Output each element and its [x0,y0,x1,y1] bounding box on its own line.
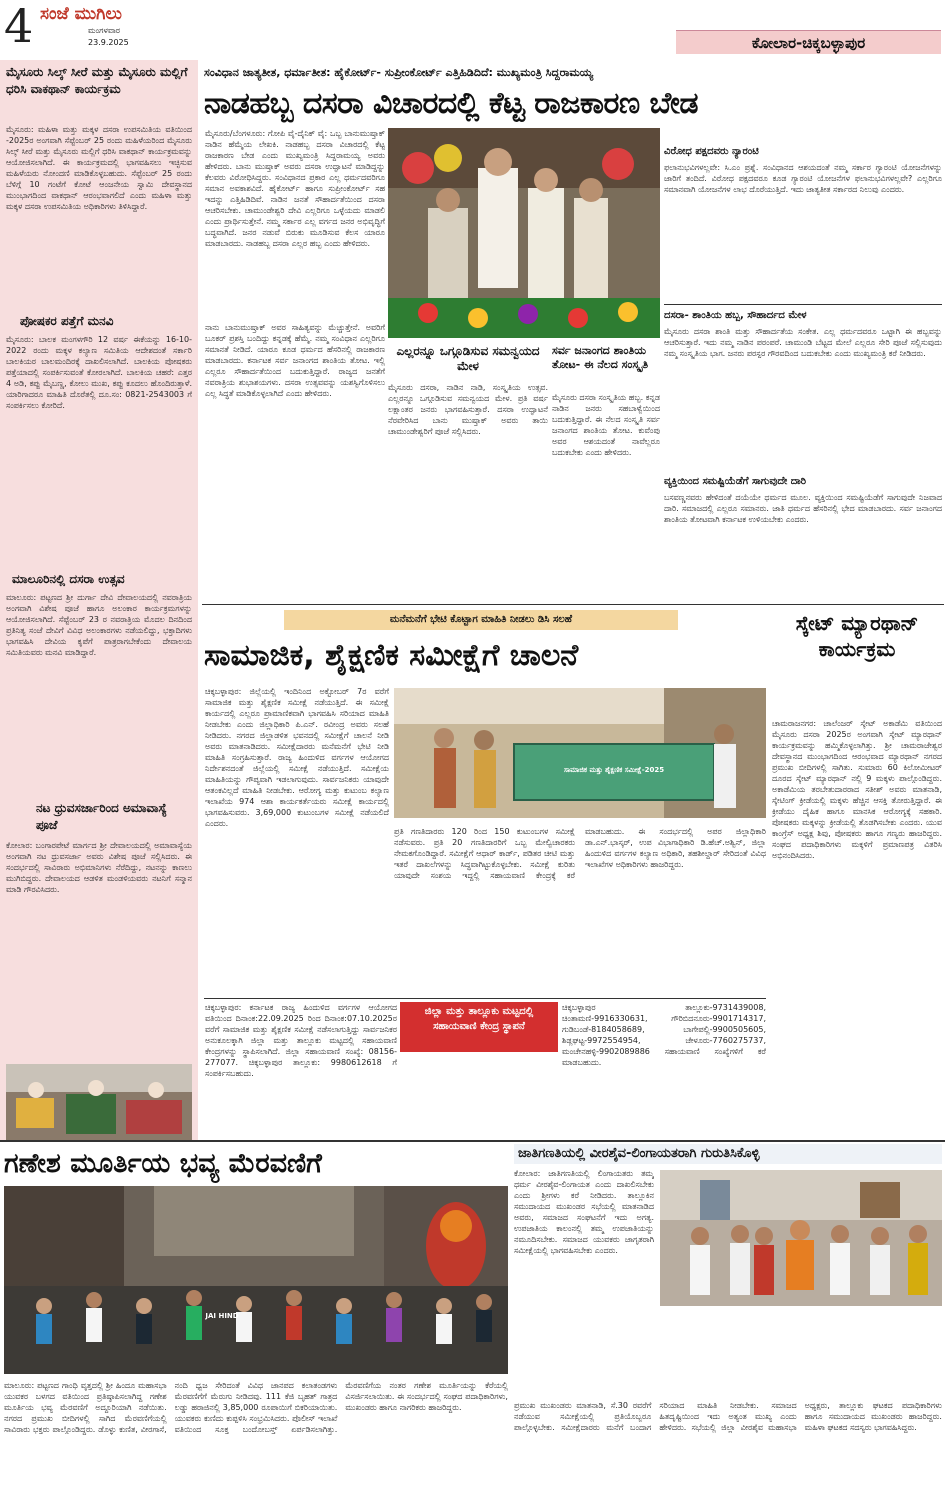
skate-text: ಚಾಮರಾಜನಗರ: ಚಾಲೆಂಜರ್ ಸ್ಕೇಟ್ ಅಕಾಡೆಮಿ ವತಿಯಿಂದ ಮೈಸೂರು ದಸರಾ 2025ರ ಅಂಗವಾಗಿ ಸ್ಕೇಟ್ ಮ್ಯಾರಥಾನ್ ಕಾರ್ಯಕ್ರಮವನ್ನು ಹಮ್ಮಿಕೊಳ್ಳಲಾಗಿತ್ತು. ಶ್ರೀ ಚಾಮರಾಜೇಶ್ವರ ದೇವಸ್ಥಾನದ ಮುಂಭಾಗದಿಂದ ಆರಂಭವಾದ ಮ್ಯಾರಥಾನ್ ನಗರದ ಪ್ರಮುಖ ಬೀದಿಗಳಲ್ಲಿ ಸಾಗಿತು. ಸುಮಾರು 60 ಕಿಲೋಮೀಟರ್ ದೂರದ ಸ್ಕೇಟ್ ಮ್ಯಾರಥಾನ್ ನಲ್ಲಿ 9 ಮಕ್ಕಳು ಪಾಲ್ಗೊಂಡಿದ್ದರು. ಅಕಾಡೆಮಿಯ ತರಬೇತುದಾರರಾದ ಸತೀಶ್ ಅವರು ಮಾತನಾಡಿ, ಸ್ಕೇಟಿಂಗ್ ಕ್ರೀಡೆಯಲ್ಲಿ ಮಕ್ಕಳು ಹೆಚ್ಚಿನ ಆಸಕ್ತಿ ತೋರುತ್ತಿದ್ದಾರೆ. ಈ ಕ್ರೀಡೆಯು ದೈಹಿಕ ಹಾಗೂ ಮಾನಸಿಕ ಆರೋಗ್ಯಕ್ಕೆ ಸಹಕಾರಿ. ಪೋಷಕರು ಮಕ್ಕಳನ್ನು ಕ್ರೀಡೆಯಲ್ಲಿ ತೊಡಗಿಸಬೇಕು ಎಂದರು. ಯುವ ಕಾಂಗ್ರೆಸ್ ಅಧ್ಯಕ್ಷ ಶಿವು, ಪೋಷಕರು ಹಾಗೂ ಗಣ್ಯರು ಹಾಜರಿದ್ದರು. ಸಂಘದ ಪದಾಧಿಕಾರಿಗಳು ಮಕ್ಕಳಿಗೆ ಪ್ರಮಾಣಪತ್ರ ವಿತರಿಸಿ ಅಭಿನಂದಿಸಿದರು. [772,719,942,860]
veerashaiva-text-col: ಕೋಲಾರ: ಜಾತಿಗಣತಿಯಲ್ಲಿ ಲಿಂಗಾಯತರು ತಮ್ಮ ಧರ್ಮ ವೀರಶೈವ-ಲಿಂಗಾಯತ ಎಂದು ದಾಖಲಿಸಬೇಕು ಎಂದು ಶ್ರೀಗಳು ಕರೆ ನೀಡಿದರು. ತಾಲ್ಲೂಕಿನ ಸಮುದಾಯದ ಮುಖಂಡರ ಸಭೆಯಲ್ಲಿ ಮಾತನಾಡಿದ ಅವರು, ಸಮಾಜದ ಸಂಘಟನೆಗೆ ಇದು ಅಗತ್ಯ. ಉಪಜಾತಿಯ ಕಾಲಂನಲ್ಲಿ ತಮ್ಮ ಉಪಜಾತಿಯನ್ನು ನಮೂದಿಸಬೇಕು. ಸಮಾಜದ ಯುವಕರು ಜಾಗೃತರಾಗಿ ಸಮೀಕ್ಷೆಯಲ್ಲಿ ಭಾಗವಹಿಸಬೇಕು ಎಂದರು. [514,1169,654,1255]
shanti-title: ದಸರಾ- ಶಾಂತಿಯ ಹಬ್ಬ, ಸೌಹಾರ್ದದ ಮೇಳ [664,310,807,321]
helpline-title: ಜಿಲ್ಲಾ ಮತ್ತು ತಾಲ್ಲೂಕು ಮಟ್ಟದಲ್ಲಿ ಸಹಾಯವಾಣಿ ಕೇಂದ್ರ ಸ್ಥಾಪನೆ [424,1006,534,1032]
ganesha-text: ಮಾಲೂರು: ಪಟ್ಟಣದ ಗಾಂಧಿ ವೃತ್ತದಲ್ಲಿ ಶ್ರೀ ಹಿಂದೂ ಮಹಾಸಭಾ ಯುವಕರ ಬಳಗದ ವತಿಯಿಂದ ಪ್ರತಿಷ್ಠಾಪಿಸಲಾಗಿದ್ದ ಗಣೇಶ ಮೂರ್ತಿಯ ಭವ್ಯ ಮೆರವಣಿಗೆ ಅದ್ದೂರಿಯಾಗಿ ನಡೆಯಿತು. ನಗರದ ಪ್ರಮುಖ ಬೀದಿಗಳಲ್ಲಿ ಸಾಗಿದ ಮೆರವಣಿಗೆಯಲ್ಲಿ ಸಾವಿರಾರು ಭಕ್ತರು ಪಾಲ್ಗೊಂಡಿದ್ದರು. ಡೊಳ್ಳು ಕುಣಿತ, ವೀರಗಾಸೆ, ನಂದಿ ಧ್ವಜ ಸೇರಿದಂತೆ ವಿವಿಧ ಜಾನಪದ ಕಲಾತಂಡಗಳು ಮೆರವಣಿಗೆಗೆ ಮೆರುಗು ನೀಡಿದವು. 111 ಕೆಜಿ ಬೃಹತ್ ಗಾತ್ರದ ಲಡ್ಡು ಹರಾಜಿನಲ್ಲಿ 3,85,000 ರೂಪಾಯಿಗೆ ಬಿಕರಿಯಾಯಿತು. ಯುವಕರು ಕುಣಿದು ಕುಪ್ಪಳಿಸಿ ಸಂಭ್ರಮಿಸಿದರು. ಪೊಲೀಸ್ ಇಲಾಖೆ ವತಿಯಿಂದ ಸೂಕ್ತ ಬಂದೋಬಸ್ತ್ ಏರ್ಪಡಿಸಲಾಗಿತ್ತು. ಮೆರವಣಿಗೆಯ ನಂತರ ಗಣೇಶ ಮೂರ್ತಿಯನ್ನು ಕೆರೆಯಲ್ಲಿ ವಿಸರ್ಜಿಸಲಾಯಿತು. ಈ ಸಂದರ್ಭದಲ್ಲಿ ಸಂಘದ ಪದಾಧಿಕಾರಿಗಳು, ಮುಖಂಡರು ಹಾಗೂ ನಾಗರಿಕರು ಹಾಜರಿದ್ದರು. [4,1381,508,1434]
survey-text-right: ಪ್ರತಿ ಗಣತಿದಾರರು 120 ರಿಂದ 150 ಕುಟುಂಬಗಳ ಸಮೀಕ್ಷೆ ನಡೆಸುವರು. ಪ್ರತಿ 20 ಗಣತಿದಾರರಿಗೆ ಒಬ್ಬ ಮೇಲ್ವಿಚಾರಕರು ನೇಮಕಗೊಂಡಿದ್ದಾರೆ. ಸಮೀಕ್ಷೆಗೆ ಆಧಾರ್ ಕಾರ್ಡ್, ಪಡಿತರ ಚೀಟಿ ಮತ್ತು ಇತರೆ ದಾಖಲೆಗಳನ್ನು ಸಿದ್ಧವಾಗಿಟ್ಟುಕೊಳ್ಳಬೇಕು. ಸಮೀಕ್ಷೆ ಕುರಿತು ಯಾವುದೇ ಸಂಶಯ ಇದ್ದಲ್ಲಿ ಸಹಾಯವಾಣಿ ಕೇಂದ್ರಕ್ಕೆ ಕರೆ ಮಾಡಬಹುದು. ಈ ಸಂದರ್ಭದಲ್ಲಿ ಅಪರ ಜಿಲ್ಲಾಧಿಕಾರಿ ಡಾ.ಎನ್.ಭಾಸ್ಕರ್, ಉಪ ವಿಭಾಗಾಧಿಕಾರಿ ಡಿ.ಹೆಚ್.ಅಶ್ವಿನ್, ಜಿಲ್ಲಾ ಹಿಂದುಳಿದ ವರ್ಗಗಳ ಕಲ್ಯಾಣ ಅಧಿಕಾರಿ, ತಹಶೀಲ್ದಾರ್ ಸೇರಿದಂತೆ ವಿವಿಧ ಇಲಾಖೆಗಳ ಅಧಿಕಾರಿಗಳು ಹಾಜರಿದ್ದರು. [394,827,766,880]
lead-text-col2: ನಾನು ಬಾನುಮುಷ್ತಾಕ್ ಅವರ ಸಾಹಿತ್ಯವನ್ನು ಮೆಚ್ಚುತ್ತೇನೆ. ಅವರಿಗೆ ಬೂಕರ್ ಪ್ರಶಸ್ತಿ ಬಂದಿದ್ದು ಕನ್ನಡಕ್ಕೆ ಹೆಮ್ಮೆ. ನಮ್ಮ ಸಂವಿಧಾನ ಎಲ್ಲರಿಗೂ ಸಮಾನತೆ ನೀಡಿದೆ. ಯಾರೂ ಕೂಡ ಧರ್ಮದ ಹೆಸರಿನಲ್ಲಿ ರಾಜಕಾರಣ ಮಾಡಬಾರದು. ಕರ್ನಾಟಕ ಸರ್ವ ಜನಾಂಗದ ಶಾಂತಿಯ ತೋಟ. ಇಲ್ಲಿ ಎಲ್ಲರೂ ಸೌಹಾರ್ದತೆಯಿಂದ ಬದುಕುತ್ತಿದ್ದಾರೆ. ರಾಜ್ಯದ ಜನತೆಗೆ ನವರಾತ್ರಿಯ ಶುಭಾಶಯಗಳು. ದಸರಾ ಉತ್ಸವವನ್ನು ಯಶಸ್ವಿಗೊಳಿಸಲು ಎಲ್ಲ ಸಿದ್ಧತೆ ಮಾಡಿಕೊಳ್ಳಲಾಗಿದೆ ಎಂದು ಹೇಳಿದರು. [205,323,385,398]
opposition-text: ಫಲಾನುಭವಿಗಳಲ್ಲವೇ: ಸಿ.ಎಂ ಪ್ರಶ್ನೆ. ಸಂವಿಧಾನದ ಆಶಯದಂತೆ ನಮ್ಮ ಸರ್ಕಾರ ಗ್ಯಾರಂಟಿ ಯೋಜನೆಗಳನ್ನು ಜಾರಿಗೆ ತಂದಿದೆ. ವಿರೋಧ ಪಕ್ಷದವರೂ ಕೂಡ ಗ್ಯಾರಂಟಿ ಯೋಜನೆಗಳ ಫಲಾನುಭವಿಗಳಲ್ಲವೇ? ಎಲ್ಲರಿಗೂ ಸಮಾನವಾಗಿ ಯೋಜನೆಗಳ ಲಾಭ ದೊರೆಯುತ್ತಿದೆ. ಇದು ಜಾತ್ಯತೀತ ಸರ್ಕಾರದ ನಿಲುವು ಎಂದರು. [664,163,942,194]
divider [0,1140,945,1142]
procession-photo [4,1186,508,1374]
skate-headline: ಸ್ಕೇಟ್ ಮ್ಯಾರಥಾನ್ ಕಾರ್ಯಕ್ರಮ [795,611,919,661]
lead-headline: ನಾಡಹಬ್ಬ ದಸರಾ ವಿಚಾರದಲ್ಲಿ ಕೆಟ್ಟ ರಾಜಕಾರಣ ಬೇಡ [204,86,698,121]
veerashaiva-headline: ಜಾತಿಗಣತಿಯಲ್ಲಿ ವೀರಶೈವ-ಲಿಂಗಾಯತರಾಗಿ ಗುರುತಿಸಿಕೊಳ್ಳಿ [514,1144,942,1164]
ganesha-headline: ಗಣೇಶ ಮೂರ್ತಿಯ ಭವ್ಯ ಮೆರವಣಿಗೆ [4,1148,322,1179]
survey-text-left: ಚಿಕ್ಕಬಳ್ಳಾಪುರ: ಜಿಲ್ಲೆಯಲ್ಲಿ ಇಂದಿನಿಂದ ಅಕ್ಟೋಬರ್ 7ರ ವರೆಗೆ ಸಾಮಾಜಿಕ ಮತ್ತು ಶೈಕ್ಷಣಿಕ ಸಮೀಕ್ಷೆ ನಡೆಯುತ್ತಿದೆ. ಈ ಸಮೀಕ್ಷೆ ಕಾರ್ಯದಲ್ಲಿ ಎಲ್ಲರೂ ಪ್ರಾಮಾಣಿಕವಾಗಿ ಭಾಗವಹಿಸಿ ಸರಿಯಾದ ಮಾಹಿತಿ ನೀಡಬೇಕು ಎಂದು ಜಿಲ್ಲಾಧಿಕಾರಿ ಪಿ.ಎನ್. ರವೀಂದ್ರ ಅವರು ಸಲಹೆ ನೀಡಿದರು. ನಗರದ ಜಿಲ್ಲಾಡಳಿತ ಭವನದಲ್ಲಿ ಸಮೀಕ್ಷೆಗೆ ಚಾಲನೆ ನೀಡಿ ಅವರು ಮಾತನಾಡಿದರು. ಸಮೀಕ್ಷೆದಾರರು ಮನೆಮನೆಗೆ ಭೇಟಿ ನೀಡಿ ಮಾಹಿತಿ ಸಂಗ್ರಹಿಸುತ್ತಾರೆ. ರಾಜ್ಯ ಹಿಂದುಳಿದ ವರ್ಗಗಳ ಆಯೋಗದ ನಿರ್ದೇಶನದಂತೆ ಜಿಲ್ಲೆಯಲ್ಲಿ ಸಮೀಕ್ಷೆ ನಡೆಯುತ್ತಿದೆ. ಸಮೀಕ್ಷೆಯ ಮಾಹಿತಿಯನ್ನು ಗೌಪ್ಯವಾಗಿ ಇಡಲಾಗುವುದು. ಸಾರ್ವಜನಿಕರು ಯಾವುದೇ ಆತಂಕವಿಲ್ಲದೆ ಮಾಹಿತಿ ನೀಡಬೇಕು. ಆರೋಗ್ಯ ಮತ್ತು ಕುಟುಂಬ ಕಲ್ಯಾಣ ಇಲಾಖೆಯ 974 ಆಶಾ ಕಾರ್ಯಕರ್ತೆಯರು ಸಮೀಕ್ಷೆ ಕಾರ್ಯದಲ್ಲಿ ಭಾಗವಹಿಸುವರು. 3,69,000 ಕುಟುಂಬಗಳ ಸಮೀಕ್ಷೆ ನಡೆಯಲಿದೆ ಎಂದರು. [205,687,389,828]
story-text: ಮೈಸೂರು: ಬಾಲಕ ಮಂಗಳಗೌರಿ 12 ವರ್ಷ ಈಕೆಯನ್ನು 16-10-2022 ರಂದು ಮಕ್ಕಳ ಕಲ್ಯಾಣ ಸಮಿತಿಯ ಆದೇಶದಂತೆ ಸರ್ಕಾರಿ ಬಾಲಕಿಯರ ಬಾಲಮಂದಿರಕ್ಕೆ ದಾಖಲಿಸಲಾಗಿದೆ. ಬಾಲಕಿಯ ಪೋಷಕರು ಪತ್ತೆಯಾದಲ್ಲಿ ಸಂಪರ್ಕಿಸುವಂತೆ ಕೋರಲಾಗಿದೆ. ಬಾಲಕಿಯ ಚಹರೆ: ಎತ್ತರ 4 ಅಡಿ, ಕಪ್ಪು ಮೈಬಣ್ಣ, ಕೋಲು ಮುಖ, ಕಪ್ಪು ಕೂದಲು ಹೊಂದಿರುತ್ತಾಳೆ. ಯಾರಿಗಾದರೂ ಮಾಹಿತಿ ದೊರೆತಲ್ಲಿ ದೂ.ಸಂ: 0821-2543003 ಗೆ ಸಂಪರ್ಕಿಸಲು ಕೋರಿದೆ. [6,335,192,410]
story-text: ಮಾಲೂರು: ಪಟ್ಟಣದ ಶ್ರೀ ದುರ್ಗಾ ದೇವಿ ದೇವಾಲಯದಲ್ಲಿ ನವರಾತ್ರಿಯ ಅಂಗವಾಗಿ ವಿಶೇಷ ಪೂಜೆ ಹಾಗೂ ಅಲಂಕಾರ ಕಾರ್ಯಕ್ರಮಗಳನ್ನು ಆಯೋಜಿಸಲಾಗಿದೆ. ಸೆಪ್ಟೆಂಬರ್ 23 ರ ನವರಾತ್ರಿಯ ಮೊದಲ ದಿನದಿಂದ ಪ್ರತಿನಿತ್ಯ ಸಂಜೆ ದೇವಿಗೆ ವಿವಿಧ ಅಲಂಕಾರಗಳು ನಡೆಯಲಿದ್ದು, ಭಕ್ತಾದಿಗಳು ಭಾಗವಹಿಸಿ ದೇವಿಯ ಕೃಪೆಗೆ ಪಾತ್ರರಾಗಬೇಕೆಂದು ದೇವಾಲಯ ಸಮಿತಿಯವರು ಮನವಿ ಮಾಡಿದ್ದಾರೆ. [6,593,192,657]
vyakti-text: ಬಸವಣ್ಣನವರು ಹೇಳಿದಂತೆ ದಯೆಯೇ ಧರ್ಮದ ಮೂಲ. ವ್ಯಕ್ತಿಯಿಂದ ಸಮಷ್ಟಿಯೆಡೆಗೆ ಸಾಗುವುದೇ ನಿಜವಾದ ದಾರಿ. ಸಮಾಜದಲ್ಲಿ ಎಲ್ಲರೂ ಸಮಾನರು. ಜಾತಿ ಧರ್ಮದ ಹೆಸರಿನಲ್ಲಿ ಭೇದ ಮಾಡಬಾರದು. ಸರ್ವ ಜನಾಂಗದ ಶಾಂತಿಯ ತೋಟವಾಗಿ ಕರ್ನಾಟಕ ಉಳಿಯಬೇಕು ಎಂದರು. [664,493,942,524]
story-title: ನಟ ಧ್ರುವಸರ್ಜಾರಿಂದ ಅಮಾವಾಸ್ಯೆ ಪೂಜೆ [36,801,167,832]
survey-banner-text: ಸಾಮಾಜಿಕ ಮತ್ತು ಶೈಕ್ಷಣಿಕ ಸಮೀಕ್ಷೆ-2025 [563,766,665,774]
divider [202,604,944,605]
story-text: ಮೈಸೂರು: ಮಹಿಳಾ ಮತ್ತು ಮಕ್ಕಳ ದಸರಾ ಉಪಸಮಿತಿಯ ವತಿಯಿಂದ -2025ರ ಅಂಗವಾಗಿ ಸೆಪ್ಟೆಂಬರ್ 25 ರಂದು ಮಹಿಳೆಯರಿಂದ ಮೈಸೂರು ಸಿಲ್ಕ್ ಸೀರೆ ಮತ್ತು ಮೈಸೂರು ಮಲ್ಲಿಗೆ ಧರಿಸಿ ವಾಕಥಾನ್ ಕಾರ್ಯಕ್ರಮವನ್ನು ಆಯೋಜಿಸಲಾಗಿದೆ. ಈ ಕಾರ್ಯಕ್ರಮದಲ್ಲಿ ಭಾಗವಹಿಸಲು ಇಚ್ಛಿಸುವ ಮಹಿಳೆಯರು ನೋಂದಣಿ ಮಾಡಿಕೊಳ್ಳಬಹುದು. ಸೆಪ್ಟೆಂಬರ್ 25 ರಂದು ಬೆಳಿಗ್ಗೆ 10 ಗಂಟೆಗೆ ಕೋಟೆ ಆಂಜನೇಯ ಸ್ವಾಮಿ ದೇವಸ್ಥಾನದ ಮುಂಭಾಗದಿಂದ ವಾಕಥಾನ್ ಆರಂಭವಾಗಲಿದೆ ಎಂದು ಮಹಿಳಾ ಮತ್ತು ಮಕ್ಕಳ ದಸರಾ ಉಪಸಮಿತಿಯ ಅಧಿಕಾರಿಗಳು ತಿಳಿಸಿದ್ದಾರೆ. [6,125,192,211]
weekday: ಮಂಗಳವಾರ [88,26,121,35]
left-column [0,60,198,1140]
procession-banner-text: JAI HIND [205,1312,239,1320]
shanti-thota-box [552,344,660,600]
divider [664,304,942,305]
box-text: ಮೈಸೂರು ದಸರಾ ಸಂಸ್ಕೃತಿಯ ಹಬ್ಬ. ಕನ್ನಡ ನಾಡಿನ ಜನರು ಸಹಬಾಳ್ವೆಯಿಂದ ಬದುಕುತ್ತಿದ್ದಾರೆ. ಈ ನೆಲದ ಸಂಸ್ಕೃತಿ ಸರ್ವ ಜನಾಂಗದ ಶಾಂತಿಯ ತೋಟ. ಕುವೆಂಪು ಅವರ ಆಶಯದಂತೆ ನಾವೆಲ್ಲರೂ ಬದುಕಬೇಕು ಎಂದು ಹೇಳಿದರು. [552,393,660,457]
samanvaya-box [388,344,548,600]
helpline-text: ಚಿಕ್ಕಬಳ್ಳಾಪುರ ತಾಲ್ಲೂಕು-9731439008, ಚಿಂತಾಮಣಿ-9916330631, ಗೌರಿಬಿದನೂರು-9901714317, ಗುಡಿಬಂಡೆ-8184058689, ಬಾಗೇಪಲ್ಲಿ-9900505605, ಶಿಡ್ಲಘಟ್ಟ-9972554954, ಚೇಳೂರು-7760275737, ಮಂಚೇನಹಳ್ಳಿ-9902089886 ಸಹಾಯವಾಣಿ ಸಂಖ್ಯೆಗಳಿಗೆ ಕರೆ ಮಾಡಬಹುದು. [562,1003,766,1067]
puja-photo [6,1064,192,1140]
veerashaiva-text-bottom: ಪ್ರಮುಖ ಮುಖಂಡರು ಮಾತನಾಡಿ, ಸೆ.30 ರವರೆಗೆ ನಡೆಯುವ ಸಮೀಕ್ಷೆಯಲ್ಲಿ ಪ್ರತಿಯೊಬ್ಬರೂ ಪಾಲ್ಗೊಳ್ಳಬೇಕು. ಸಮೀಕ್ಷೆದಾರರು ಮನೆಗೆ ಬಂದಾಗ ಸರಿಯಾದ ಮಾಹಿತಿ ನೀಡಬೇಕು. ಸಮಾಜದ ಹಿತದೃಷ್ಟಿಯಿಂದ ಇದು ಅತ್ಯಂತ ಮುಖ್ಯ ಎಂದು ಹೇಳಿದರು. ಸಭೆಯಲ್ಲಿ ಜಿಲ್ಲಾ ವೀರಶೈವ ಮಹಾಸಭಾ ಅಧ್ಯಕ್ಷರು, ತಾಲ್ಲೂಕು ಘಟಕದ ಪದಾಧಿಕಾರಿಗಳು ಹಾಗೂ ಸಮುದಾಯದ ಮುಖಂಡರು ಹಾಜರಿದ್ದರು. ಮಹಿಳಾ ಘಟಕದ ಸದಸ್ಯರು ಭಾಗವಹಿಸಿದ್ದರು. [514,1401,942,1432]
opposition-title: ವಿರೋಧ ಪಕ್ಷದವರು ನ್ಯಾರಂಟಿ [664,146,759,157]
story-title: ಮಾಲೂರಿನಲ್ಲಿ ದಸರಾ ಉತ್ಸವ [12,572,125,586]
section-tag [676,30,941,54]
paper-name: ಸಂಜೆ ಮುಗಿಲು [40,4,122,24]
survey-headline: ಸಾಮಾಜಿಕ, ಶೈಕ್ಷಣಿಕ ಸಮೀಕ್ಷೆಗೆ ಚಾಲನೆ [204,638,579,673]
story-title: ಪೋಷಕರ ಪತ್ತೆಗೆ ಮನವಿ [20,314,114,328]
shanti-text: ಮೈಸೂರು ದಸರಾ ಶಾಂತಿ ಮತ್ತು ಸೌಹಾರ್ದತೆಯ ಸಂಕೇತ. ಎಲ್ಲ ಧರ್ಮದವರೂ ಒಟ್ಟಾಗಿ ಈ ಹಬ್ಬವನ್ನು ಆಚರಿಸುತ್ತಾರೆ. ಇದು ನಮ್ಮ ನಾಡಿನ ಪರಂಪರೆ. ಚಾಮುಂಡಿ ಬೆಟ್ಟದ ಮೇಲೆ ಎಲ್ಲರೂ ಸೇರಿ ಪೂಜೆ ಸಲ್ಲಿಸುವುದು ನಮ್ಮ ಸಂಸ್ಕೃತಿಯ ಭಾಗ. ಜನರು ಪರಸ್ಪರ ಗೌರವದಿಂದ ಬದುಕಬೇಕು ಎಂದು ಮುಖ್ಯಮಂತ್ರಿ ಕರೆ ನೀಡಿದರು. [664,327,942,358]
story-title: ಮೈಸೂರು ಸಿಲ್ಕ್ ಸೀರೆ ಮತ್ತು ಮೈಸೂರು ಮಲ್ಲಿಗೆ ಧರಿಸಿ ವಾಕಥಾನ್ ಕಾರ್ಯಕ್ರಮ [6,65,188,96]
box-text: ಮೈಸೂರು ದಸರಾ, ನಾಡಿನ ನಾಡಿ, ಸಂಸ್ಕೃತಿಯ ಉತ್ಸವ. ಎಲ್ಲರನ್ನೂ ಒಗ್ಗೂಡಿಸುವ ಸಮನ್ವಯದ ಮೇಳ. ಪ್ರತಿ ವರ್ಷ ಲಕ್ಷಾಂತರ ಜನರು ಭಾಗವಹಿಸುತ್ತಾರೆ. ದಸರಾ ಉದ್ಘಾಟನೆ ನೆರವೇರಿಸಿದ ಬಾನು ಮುಷ್ತಾಕ್ ಅವರು ತಾಯಿ ಚಾಮುಂಡೇಶ್ವರಿಗೆ ಪೂಜೆ ಸಲ್ಲಿಸಿದರು. [388,383,548,436]
lead-text-col1: ಮೈಸೂರು/ಬೆಂಗಳೂರು: ಗೋಪಿ ವೈ-ದೈನಿಕ್ ವೈ: ಒಬ್ಬ ಬಾನುಮುಷ್ತಾಕ್ ನಾಡಿನ ಹೆಮ್ಮೆಯ ಲೇಖಕಿ. ನಾಡಹಬ್ಬ ದಸರಾ ವಿಚಾರದಲ್ಲಿ ಕೆಟ್ಟ ರಾಜಕಾರಣ ಬೇಡ ಎಂದು ಮುಖ್ಯಮಂತ್ರಿ ಸಿದ್ದರಾಮಯ್ಯ ಅವರು ಹೇಳಿದರು. ಬಾನು ಮುಷ್ತಾಕ್ ಅವರು ದಸರಾ ಉದ್ಘಾಟನೆ ಮಾಡಿದ್ದನ್ನು ಕೆಲವರು ವಿರೋಧಿಸಿದ್ದರು. ಸಂವಿಧಾನದ ಪ್ರಕಾರ ಎಲ್ಲ ಧರ್ಮದವರಿಗೂ ಸಮಾನ ಅವಕಾಶವಿದೆ. ಹೈಕೋರ್ಟ್ ಹಾಗೂ ಸುಪ್ರೀಂಕೋರ್ಟ್ ಸಹ ಇದನ್ನು ಎತ್ತಿಹಿಡಿದಿವೆ. ನಾಡಿನ ಜನತೆ ಸೌಹಾರ್ದತೆಯಿಂದ ದಸರಾ ಆಚರಿಸಬೇಕು. ಚಾಮುಂಡೇಶ್ವರಿ ದೇವಿ ಎಲ್ಲರಿಗೂ ಒಳ್ಳೆಯದು ಮಾಡಲಿ ಎಂದು ಪ್ರಾರ್ಥಿಸುತ್ತೇನೆ. ನಮ್ಮ ಸರ್ಕಾರ ಎಲ್ಲ ವರ್ಗದ ಜನರ ಅಭಿವೃದ್ಧಿಗೆ ಬದ್ಧವಾಗಿದೆ. ಜನರ ನಡುವೆ ಬಿರುಕು ಮೂಡಿಸುವ ಕೆಲಸ ಯಾರೂ ಮಾಡಬಾರದು. ನಾಡಹಬ್ಬ ದಸರಾ ಎಲ್ಲರ ಹಬ್ಬ ಎಂದು ಹೇಳಿದರು. [205,129,385,248]
kicker-text: ಮನೆಮನೆಗೆ ಭೇಟಿ ಕೊಟ್ಟಾಗ ಮಾಹಿತಿ ನೀಡಲು ಡಿಸಿ ಸಲಹೆ [389,614,573,625]
notice-text: ಚಿಕ್ಕಬಳ್ಳಾಪುರ: ಕರ್ನಾಟಕ ರಾಜ್ಯ ಹಿಂದುಳಿದ ವರ್ಗಗಳ ಆಯೋಗದ ವತಿಯಿಂದ ದಿನಾಂಕ:22.09.2025 ರಿಂದ ದಿನಾಂಕ:07.10.2025ರ ವರೆಗೆ ಸಾಮಾಜಿಕ ಮತ್ತು ಶೈಕ್ಷಣಿಕ ಸಮೀಕ್ಷೆ ನಡೆಸಲಾಗುತ್ತಿದ್ದು ಸಾರ್ವಜನಿಕರ ಅನುಕೂಲಕ್ಕಾಗಿ ಜಿಲ್ಲಾ ಮತ್ತು ತಾಲ್ಲೂಕು ಮಟ್ಟದಲ್ಲಿ ಸಹಾಯವಾಣಿ ಕೇಂದ್ರಗಳನ್ನು ಸ್ಥಾಪಿಸಲಾಗಿದೆ. ಜಿಲ್ಲಾ ಸಹಾಯವಾಣಿ ಸಂಖ್ಯೆ: 08156-277077. ಚಿಕ್ಕಬಳ್ಳಾಪುರ ತಾಲ್ಲೂಕು: 9980612618 ಗೆ ಸಂಪರ್ಕಿಸಬಹುದು. [205,1003,397,1078]
survey-launch-photo [394,688,766,818]
helpline-box [400,1002,558,1052]
dasara-inauguration-photo [388,128,660,338]
meeting-photo [660,1170,942,1306]
divider [204,998,766,999]
box-title: ಸರ್ವ ಜನಾಂಗದ ಶಾಂತಿಯ ತೋಟ- ಈ ನೆಲದ ಸಂಸ್ಕೃತಿ [552,344,649,371]
page-number: 4 [4,0,34,52]
masthead [0,0,945,58]
story-text: ಕೋಲಾರ: ಬಂಗಾರಪೇಟೆ ಮಾರ್ಗದ ಶ್ರೀ ದೇವಾಲಯದಲ್ಲಿ ಅಮಾವಾಸ್ಯೆಯ ಅಂಗವಾಗಿ ನಟ ಧ್ರುವಸರ್ಜಾ ಅವರು ವಿಶೇಷ ಪೂಜೆ ಸಲ್ಲಿಸಿದರು. ಈ ಸಂದರ್ಭದಲ್ಲಿ ಸಾವಿರಾರು ಅಭಿಮಾನಿಗಳು ನೆರೆದಿದ್ದು, ನಟನನ್ನು ಕಾಣಲು ಮುಗಿಬಿದ್ದರು. ದೇವಾಲಯದ ಆಡಳಿತ ಮಂಡಳಿಯವರು ನಟನಿಗೆ ಸನ್ಮಾನ ಮಾಡಿ ಗೌರವಿಸಿದರು. [6,841,192,894]
vyakti-title: ವ್ಯಕ್ತಿಯಿಂದ ಸಮಷ್ಟಿಯೆಡೆಗೆ ಸಾಗುವುದೇ ದಾರಿ [664,476,807,487]
section-title: ಕೋಲಾರ-ಚಿಕ್ಕಬಳ್ಳಾಪುರ [751,34,866,52]
lead-kicker: ಸಂವಿಧಾನ ಜಾತ್ಯತೀತ, ಧರ್ಮಾತೀತ: ಹೈಕೋರ್ಟ್- ಸುಪ್ರೀಂಕೋರ್ಟ್ ಎತ್ತಿಹಿಡಿದಿದೆ: ಮುಖ್ಯಮಂತ್ರಿ ಸಿದ್ದರಾಮಯ್ಯ [204,66,594,79]
box-title: ಎಲ್ಲರನ್ನೂ ಒಗ್ಗೂಡಿಸುವ ಸಮನ್ವಯದ ಮೇಳ [396,344,540,373]
survey-kicker [284,610,678,630]
date: 23.9.2025 [88,38,129,47]
